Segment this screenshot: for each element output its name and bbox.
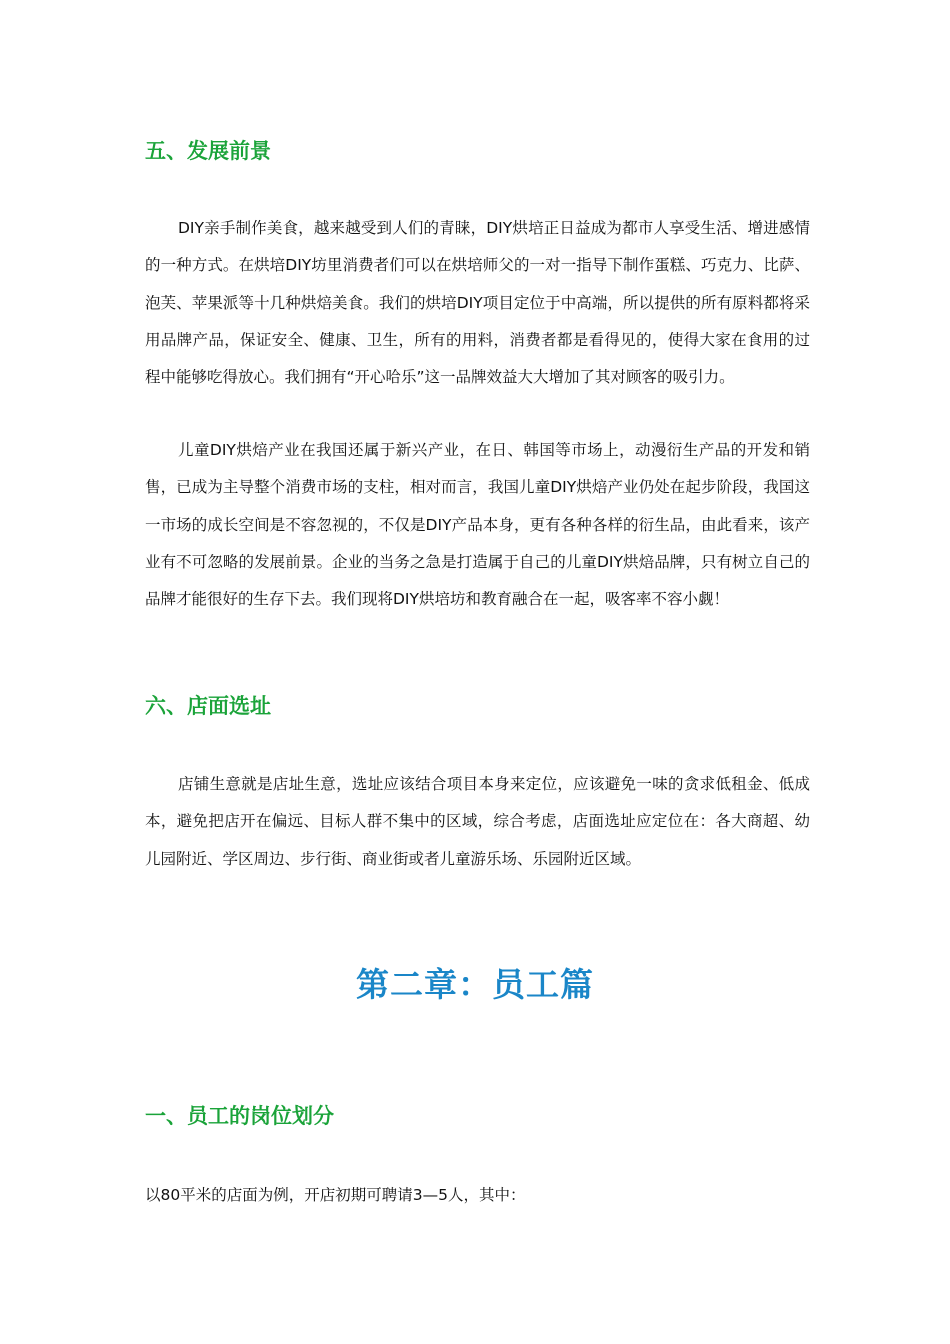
section-heading-staff-roles: 一、员工的岗位划分	[145, 1104, 334, 1128]
development-paragraph-2: 儿童DIY烘焙产业在我国还属于新兴产业，在日、韩国等市场上，动漫衍生产品的开发和销售，已成为主导整个消费市场的支柱，相对而言，我国儿童DIY烘焙产业仍处在起步阶段，我国这一市场的成长空间是不容忽视的，不仅是DIY产品本身，更有各种各样的衍生品，由此看来，该产业有不可忽略的发展前景。企业的当务之急是打造属于自己的儿童DIY烘焙品牌，只有树立自己的品牌才能很好的生存下去。我们现将DIY烘培坊和教育融合在一起，吸客率不容小觑！	[145, 441, 810, 609]
chapter-title: 第二章：员工篇	[356, 965, 594, 1004]
location-paragraph: 店铺生意就是店址生意，选址应该结合项目本身来定位，应该避免一味的贪求低租金、低成本，避免把店开在偏远、目标人群不集中的区域，综合考虑，店面选址应定位在：各大商超、幼儿园附近、学区周边、步行街、商业街或者儿童游乐场、乐园附近区域。	[145, 775, 810, 868]
staff-intro-text: 以80平米的店面为例，开店初期可聘请3—5人，其中：	[145, 1186, 526, 1204]
development-paragraph-1: DIY亲手制作美食，越来越受到人们的青睐，DIY烘培正日益成为都市人享受生活、增进感情的一种方式。在烘培DIY坊里消费者们可以在烘培师父的一对一指导下制作蛋糕、巧克力、比萨、泡芙、苹果派等十几种烘焙美食。我们的烘培DIY项目定位于中高端，所以提供的所有原料都将采用品牌产品，保证安全、健康、卫生，所有的用料，消费者都是看得见的，使得大家在食用的过程中能够吃得放心。我们拥有“开心哈乐”这一品牌效益大大增加了其对顾客的吸引力。	[145, 219, 810, 387]
section-heading-development: 五、发展前景	[145, 139, 271, 163]
section-heading-location: 六、店面选址	[145, 694, 271, 718]
